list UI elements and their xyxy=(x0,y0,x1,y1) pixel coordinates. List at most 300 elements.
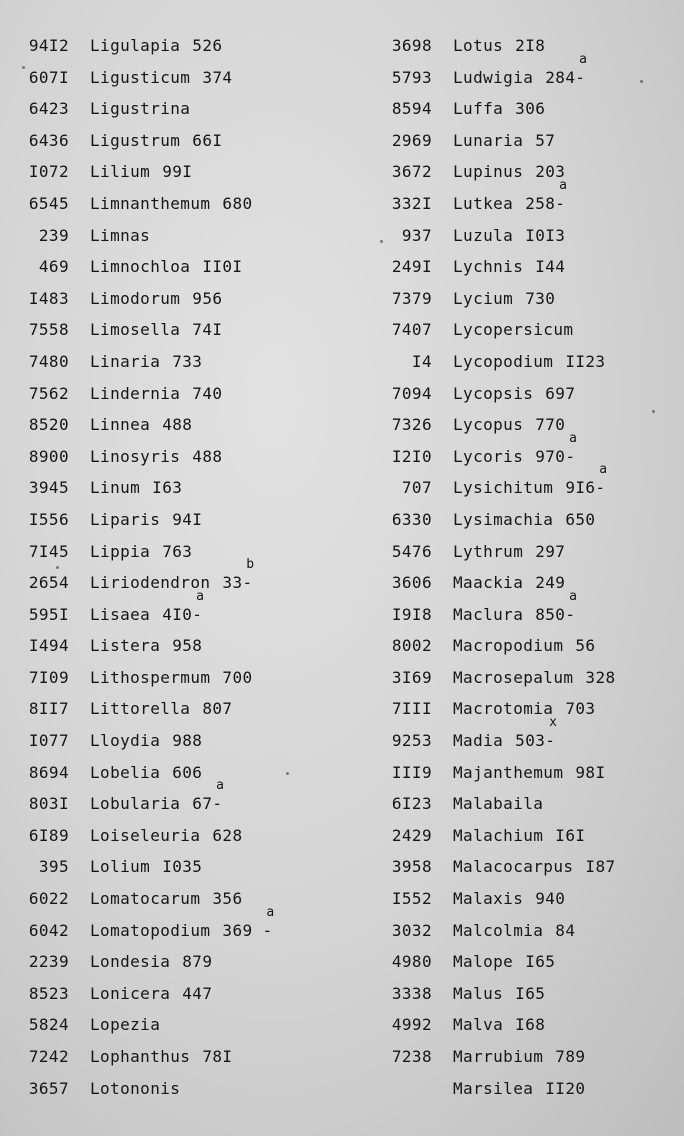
page-reference xyxy=(555,919,575,943)
genus-name: Lithospermum xyxy=(90,667,211,687)
entry-text xyxy=(453,508,595,532)
entry-text xyxy=(90,557,255,595)
entry-number: 6I23 xyxy=(391,794,432,814)
superscript-letter: b xyxy=(246,557,255,573)
entry-number: 249I xyxy=(391,257,432,277)
page-number: II0I xyxy=(202,257,243,277)
page-number: 57 xyxy=(535,130,556,150)
entry-number: 8694 xyxy=(28,762,69,782)
entry-text xyxy=(90,34,222,58)
genus-name: Malva xyxy=(453,1015,504,1035)
genus-name: Lopezia xyxy=(90,1015,161,1035)
page-reference xyxy=(565,508,595,532)
entry-number: 3672 xyxy=(391,162,432,182)
entry-number: I556 xyxy=(28,509,69,529)
genus-name: Lycoris xyxy=(453,446,524,466)
page-number: 297 xyxy=(535,541,566,561)
page-reference xyxy=(202,697,232,721)
page-reference xyxy=(555,1045,585,1069)
entry-number: 3698 xyxy=(391,36,432,55)
page-reference xyxy=(212,824,242,848)
genus-name: Lonicera xyxy=(90,983,171,1003)
index-entry xyxy=(0,982,345,1014)
page-number: 9I6- xyxy=(565,478,606,498)
entry-text xyxy=(90,697,232,721)
entry-text xyxy=(90,476,182,500)
entry-text xyxy=(453,1077,585,1101)
entry-text xyxy=(453,1013,545,1037)
page-number: II23 xyxy=(565,351,606,371)
entry-number: 7480 xyxy=(28,351,69,371)
index-entry xyxy=(345,982,684,1014)
page-number: I035 xyxy=(162,857,203,877)
genus-name: Lophanthus xyxy=(90,1047,191,1066)
right-column xyxy=(345,34,684,1108)
entry-number: 7562 xyxy=(28,383,69,403)
entry-number: 803I xyxy=(28,794,69,814)
genus-name: Linnea xyxy=(90,415,151,435)
index-entry xyxy=(0,1045,345,1077)
genus-name: Lindernia xyxy=(90,383,181,403)
entry-text xyxy=(453,177,568,216)
entry-text xyxy=(90,97,202,121)
page-number: 700 xyxy=(222,667,253,687)
entry-text xyxy=(453,462,608,500)
entry-number: 7094 xyxy=(391,383,432,403)
index-entry xyxy=(345,160,684,192)
entry-number: 6042 xyxy=(28,920,69,940)
entry-text xyxy=(90,588,205,627)
entry-number: 4980 xyxy=(391,952,432,972)
entry-number: 3032 xyxy=(391,920,432,940)
entry-number: I494 xyxy=(28,636,69,656)
entry-text xyxy=(90,445,222,469)
entry-text xyxy=(90,950,212,974)
entry-number: 7379 xyxy=(391,288,432,308)
page-number: 56 xyxy=(575,636,596,656)
index-entry xyxy=(0,778,345,824)
entry-number: 2969 xyxy=(391,130,432,150)
entry-number: 607I xyxy=(28,67,69,87)
genus-name: Lysimachia xyxy=(453,509,554,529)
page-number: 958 xyxy=(172,636,203,656)
entry-text xyxy=(453,666,616,690)
entry-number: 239 xyxy=(38,225,69,245)
superscript-letter: a xyxy=(599,462,608,478)
page-number: I0I3 xyxy=(525,225,566,245)
page-reference xyxy=(192,445,222,469)
page-number: 94I xyxy=(172,509,203,529)
genus-name: Littorella xyxy=(90,699,191,719)
index-entry xyxy=(345,715,684,761)
genus-name: Lisaea xyxy=(90,604,151,624)
entry-text xyxy=(90,540,192,564)
index-entry xyxy=(345,382,684,414)
entry-text xyxy=(90,255,242,279)
page-number: 306 xyxy=(515,99,546,119)
index-entry xyxy=(0,855,345,887)
genus-name: Linosyris xyxy=(90,446,181,466)
entry-text xyxy=(90,666,253,690)
index-entry xyxy=(345,318,684,350)
genus-name: Lobelia xyxy=(90,762,161,782)
page-number: 807 xyxy=(202,699,233,719)
index-entry xyxy=(345,666,684,698)
index-entry xyxy=(0,950,345,982)
genus-name: Maackia xyxy=(453,573,524,593)
page-reference xyxy=(555,824,585,848)
index-entry xyxy=(0,160,345,192)
genus-name: Lippia xyxy=(90,541,151,561)
entry-number: 3657 xyxy=(28,1078,69,1098)
genus-name: Ludwigia xyxy=(453,67,534,87)
page-reference xyxy=(585,855,615,879)
index-entry xyxy=(0,66,345,98)
paper-speck xyxy=(640,80,643,83)
genus-name: Malus xyxy=(453,983,504,1003)
page-number: 67- xyxy=(192,794,223,814)
page-reference xyxy=(222,666,252,690)
index-entry xyxy=(0,634,345,666)
entry-text xyxy=(453,34,545,58)
genus-name: Linaria xyxy=(90,351,161,371)
genus-name: Malope xyxy=(453,952,514,972)
entry-text xyxy=(90,778,225,816)
page-number: 789 xyxy=(555,1047,586,1066)
page-reference xyxy=(192,34,222,58)
entry-text xyxy=(90,1045,232,1069)
index-entry xyxy=(345,413,684,445)
page-number: 258- xyxy=(525,193,566,213)
page-number: 78I xyxy=(202,1047,233,1066)
genus-name: Lomatocarum xyxy=(90,889,201,909)
page-reference xyxy=(545,51,588,90)
entry-number: 8594 xyxy=(391,99,432,119)
entry-number: 469 xyxy=(38,257,69,277)
entry-number: 3606 xyxy=(391,573,432,593)
index-entry xyxy=(345,887,684,919)
page-reference xyxy=(515,982,545,1006)
page-reference xyxy=(222,557,255,595)
page-reference xyxy=(515,1013,545,1037)
page-reference xyxy=(525,177,568,216)
page-number: II20 xyxy=(545,1078,586,1098)
index-entry xyxy=(0,192,345,224)
page-number: 99I xyxy=(162,162,193,182)
entry-number: I552 xyxy=(391,889,432,909)
index-entry xyxy=(345,350,684,382)
superscript-letter: a xyxy=(559,177,568,193)
genus-name: Lythrum xyxy=(453,541,524,561)
entry-text xyxy=(90,129,222,153)
entry-number: III9 xyxy=(391,762,432,782)
index-entry xyxy=(0,224,345,256)
entry-number: 8900 xyxy=(28,446,69,466)
entry-number: 8520 xyxy=(28,415,69,435)
index-entry xyxy=(0,697,345,729)
entry-text xyxy=(453,97,545,121)
page-reference xyxy=(202,255,242,279)
entry-number: 7242 xyxy=(28,1047,69,1066)
superscript-letter: a xyxy=(579,51,588,67)
entry-text xyxy=(90,413,192,437)
entry-number: 7III xyxy=(391,699,432,719)
entry-text xyxy=(90,160,192,184)
page-reference xyxy=(545,382,575,406)
entry-number: 8002 xyxy=(391,636,432,656)
genus-name: Ligustrum xyxy=(90,130,181,150)
entry-number: 6I89 xyxy=(28,825,69,845)
entry-text xyxy=(453,413,565,437)
index-entry xyxy=(0,508,345,540)
page-number: 84 xyxy=(555,920,576,940)
index-entry xyxy=(345,824,684,856)
entry-number: 7I09 xyxy=(28,667,69,687)
index-entry xyxy=(345,255,684,287)
entry-text xyxy=(453,571,565,595)
genus-name: Luzula xyxy=(453,225,514,245)
page-number: I87 xyxy=(585,857,616,877)
index-entry xyxy=(345,919,684,951)
index-entry xyxy=(345,634,684,666)
entry-number: 3958 xyxy=(391,857,432,877)
genus-name: Londesia xyxy=(90,952,171,972)
entry-text xyxy=(453,792,555,816)
genus-name: Macropodium xyxy=(453,636,564,656)
index-entry xyxy=(345,1045,684,1077)
page-reference xyxy=(162,540,192,564)
page-reference xyxy=(545,1077,585,1101)
genus-name: Luffa xyxy=(453,99,504,119)
page-reference xyxy=(162,588,205,627)
page-number: 203 xyxy=(535,162,566,182)
entry-number: 6022 xyxy=(28,889,69,909)
index-entry xyxy=(0,287,345,319)
genus-name: Lychnis xyxy=(453,257,524,277)
index-entry xyxy=(0,97,345,129)
page-reference xyxy=(535,571,565,595)
page-reference xyxy=(535,540,565,564)
superscript-letter: a xyxy=(266,904,275,920)
genus-name: Malacocarpus xyxy=(453,857,574,877)
paper-speck xyxy=(380,240,383,243)
entry-text xyxy=(453,855,616,879)
page-number: I68 xyxy=(515,1015,546,1035)
entry-number: 8II7 xyxy=(28,699,69,719)
entry-text xyxy=(453,287,555,311)
superscript-letter: a xyxy=(569,430,578,446)
superscript-letter: a xyxy=(196,588,205,604)
index-entry xyxy=(0,666,345,698)
entry-text xyxy=(453,697,595,721)
entry-number: 4992 xyxy=(391,1015,432,1035)
page-reference xyxy=(535,588,578,627)
index-entry xyxy=(0,318,345,350)
index-entry xyxy=(0,34,345,66)
index-entry xyxy=(0,350,345,382)
page-reference xyxy=(192,382,222,406)
genus-name: Lupinus xyxy=(453,162,524,182)
genus-name: Limnochloa xyxy=(90,257,191,277)
entry-text xyxy=(453,634,595,658)
index-entry xyxy=(345,508,684,540)
page-number: I63 xyxy=(152,478,183,498)
entry-text xyxy=(90,1013,172,1037)
genus-name: Lobularia xyxy=(90,794,181,814)
page-number: 447 xyxy=(182,983,213,1003)
index-entry xyxy=(345,462,684,508)
page-reference xyxy=(182,982,212,1006)
entry-number: I4 xyxy=(411,351,432,371)
index-entry xyxy=(345,1013,684,1045)
left-column xyxy=(0,34,345,1108)
genus-name: Lycium xyxy=(453,288,514,308)
entry-number: 332I xyxy=(391,193,432,213)
entry-text xyxy=(453,160,565,184)
page-number: 284- xyxy=(545,67,586,87)
entry-text xyxy=(90,904,275,943)
genus-name: Lycopersicum xyxy=(453,320,574,340)
entry-number: 7238 xyxy=(391,1047,432,1066)
page-number: 488 xyxy=(192,446,223,466)
page-reference xyxy=(182,950,212,974)
entry-number: 5476 xyxy=(391,541,432,561)
entry-number: 707 xyxy=(401,478,432,498)
page-number: 680 xyxy=(222,193,253,213)
entry-text xyxy=(453,255,565,279)
page-number: 488 xyxy=(162,415,193,435)
entry-text xyxy=(453,715,558,753)
page-reference xyxy=(172,350,202,374)
entry-text xyxy=(90,350,202,374)
genus-name: Lysichitum xyxy=(453,478,554,498)
entry-number: 2239 xyxy=(28,952,69,972)
index-entry xyxy=(345,224,684,256)
index-entry xyxy=(0,1077,345,1109)
genus-name: Majanthemum xyxy=(453,762,564,782)
page-number: 33- xyxy=(222,573,253,593)
entry-number: 6423 xyxy=(28,99,69,119)
genus-name: Liparis xyxy=(90,509,161,529)
index-entry xyxy=(0,824,345,856)
page-reference xyxy=(535,430,578,469)
page-number: 879 xyxy=(182,952,213,972)
superscript-letter: a xyxy=(216,778,225,794)
page-reference xyxy=(202,66,232,90)
genus-name: Ligusticum xyxy=(90,67,191,87)
page-reference xyxy=(192,129,222,153)
page-reference xyxy=(515,715,558,753)
genus-name: Linum xyxy=(90,478,141,498)
page-number: 2I8 xyxy=(515,36,546,55)
entry-text xyxy=(453,982,545,1006)
paper-speck xyxy=(22,66,25,69)
genus-name: Ligulapia xyxy=(90,36,181,55)
entry-number: 6330 xyxy=(391,509,432,529)
index-entry xyxy=(345,761,684,793)
entry-text xyxy=(453,350,605,374)
entry-number: 3945 xyxy=(28,478,69,498)
genus-name: Macrosepalum xyxy=(453,667,574,687)
entry-text xyxy=(453,540,565,564)
index-entry xyxy=(0,413,345,445)
entry-text xyxy=(453,588,578,627)
genus-name: Lycopsis xyxy=(453,383,534,403)
entry-text xyxy=(453,318,585,342)
entry-text xyxy=(90,382,222,406)
genus-name: Malcolmia xyxy=(453,920,544,940)
page-reference xyxy=(192,778,225,816)
index-entry xyxy=(345,430,684,477)
page-reference xyxy=(575,761,605,785)
page-number: 503- xyxy=(515,731,556,751)
page-reference xyxy=(202,1045,232,1069)
entry-number: 6545 xyxy=(28,193,69,213)
genus-name: Lloydia xyxy=(90,731,161,751)
page-number: 74I xyxy=(192,320,223,340)
genus-name: Listera xyxy=(90,636,161,656)
genus-name: Liriodendron xyxy=(90,573,211,593)
page-number: 850- xyxy=(535,604,576,624)
page-reference xyxy=(585,666,615,690)
entry-text xyxy=(453,382,575,406)
page-reference xyxy=(565,350,605,374)
index-entry xyxy=(345,571,684,603)
page-reference xyxy=(192,287,222,311)
page-number: 249 xyxy=(535,573,566,593)
page-reference xyxy=(525,224,565,248)
page-number: I65 xyxy=(525,952,556,972)
genus-name: Lomatopodium xyxy=(90,920,211,940)
entry-number: 5824 xyxy=(28,1015,69,1035)
page-number: 940 xyxy=(535,889,566,909)
index-entry xyxy=(0,540,345,572)
genus-name: Limnas xyxy=(90,225,151,245)
genus-name: Lycopodium xyxy=(453,351,554,371)
entry-number: I077 xyxy=(28,731,69,751)
genus-name: Macrotomia xyxy=(453,699,554,719)
entry-text xyxy=(453,430,578,469)
genus-name: Lunaria xyxy=(453,130,524,150)
index-entry xyxy=(345,697,684,729)
page-number: 730 xyxy=(525,288,556,308)
entry-text xyxy=(453,224,565,248)
page-reference xyxy=(565,462,608,500)
index-entry xyxy=(0,557,345,603)
entry-number: I072 xyxy=(28,162,69,182)
genus-name: Marsilea xyxy=(453,1078,534,1098)
index-entry xyxy=(345,97,684,129)
entry-text xyxy=(90,761,202,785)
page-number: 697 xyxy=(545,383,576,403)
page-number: 66I xyxy=(192,130,223,150)
entry-number: 2654 xyxy=(28,573,69,593)
page-reference xyxy=(162,855,202,879)
page-reference xyxy=(172,761,202,785)
page-reference xyxy=(192,318,222,342)
entry-text xyxy=(90,508,202,532)
genus-name: Lotus xyxy=(453,36,504,55)
index-entry xyxy=(345,588,684,635)
page-reference xyxy=(535,887,565,911)
superscript-letter: x xyxy=(549,715,558,731)
page-reference xyxy=(535,255,565,279)
entry-number: I9I8 xyxy=(391,604,432,624)
page-reference xyxy=(575,634,595,658)
entry-number: 6436 xyxy=(28,130,69,150)
index-entry xyxy=(0,887,345,919)
entry-number: I483 xyxy=(28,288,69,308)
